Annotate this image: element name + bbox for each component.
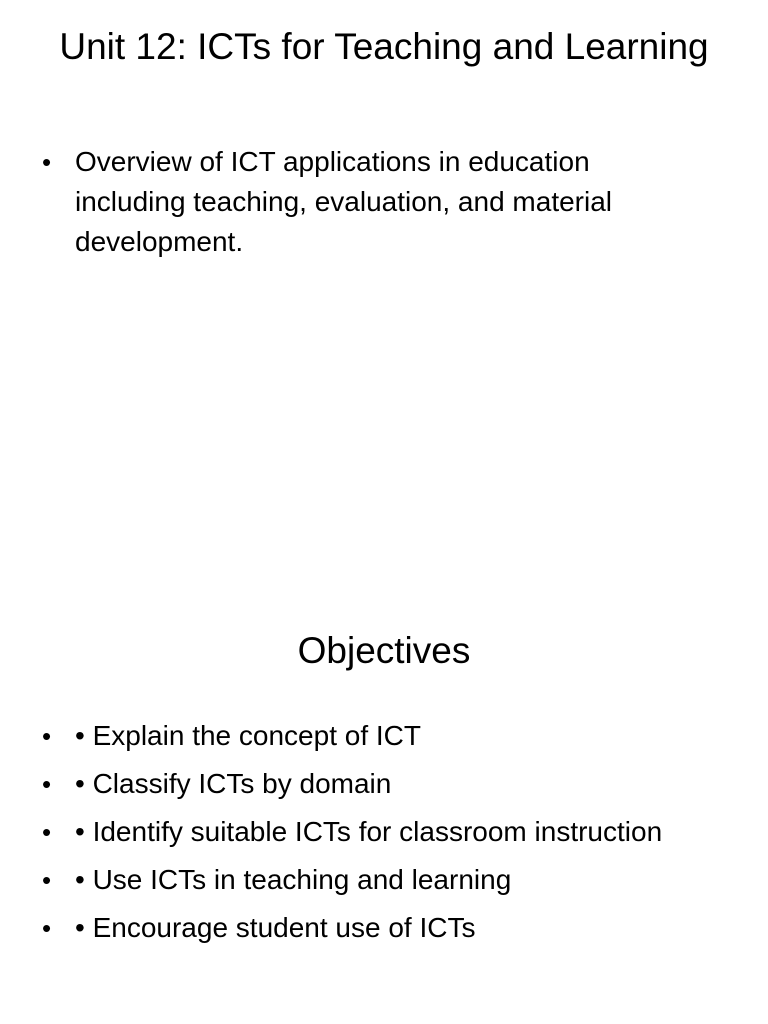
list-item-text: • Encourage student use of ICTs	[75, 912, 476, 943]
bullet-icon: •	[42, 913, 52, 943]
list-item-text: • Classify ICTs by domain	[75, 768, 392, 799]
list-item	[40, 764, 700, 804]
bullet-icon: •	[42, 769, 52, 799]
bullet-icon: •	[42, 147, 52, 177]
bullet-list	[40, 716, 700, 956]
bullet-icon: •	[42, 865, 52, 895]
bullet-icon: •	[42, 817, 52, 847]
list-item	[40, 716, 700, 756]
list-item	[40, 142, 700, 262]
slide-title: Unit 12: ICTs for Teaching and Learning	[59, 26, 709, 67]
list-item-text: Overview of ICT applications in education including teaching, evaluation, and material development.	[75, 146, 613, 257]
list-item-text: • Use ICTs in teaching and learning	[75, 864, 512, 895]
list-item-text: • Explain the concept of ICT	[75, 720, 421, 751]
bullet-list	[40, 142, 700, 270]
slide-objectives	[0, 600, 768, 1024]
list-item-text: • Identify suitable ICTs for classroom instruction	[75, 816, 663, 847]
list-item	[40, 860, 700, 900]
list-item	[40, 812, 700, 852]
bullet-icon: •	[42, 721, 52, 751]
list-item	[40, 908, 700, 948]
slide-title: Objectives	[297, 630, 471, 671]
